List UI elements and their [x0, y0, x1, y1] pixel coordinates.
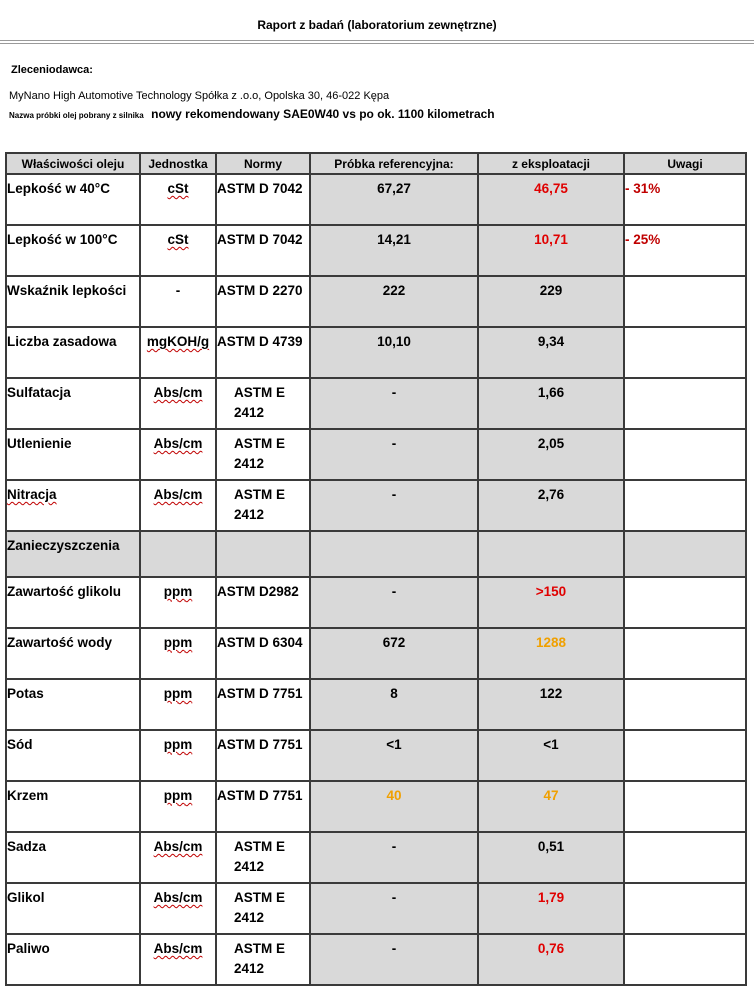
used-cell: 9,34: [478, 327, 624, 378]
property-cell: Liczba zasadowa: [6, 327, 140, 378]
norm-cell: ASTM E 2412: [216, 832, 310, 883]
norm-cell: ASTM D 6304: [216, 628, 310, 679]
property-cell: Lepkość w 40°C: [6, 174, 140, 225]
header-used: z eksploatacji: [478, 153, 624, 174]
property-cell: Zawartość glikolu: [6, 577, 140, 628]
norm-cell: ASTM E 2412: [216, 429, 310, 480]
reference-cell: -: [310, 832, 478, 883]
used-cell: 1,66: [478, 378, 624, 429]
table-row: [6, 174, 746, 225]
used-cell: 46,75: [478, 174, 624, 225]
reference-cell: 10,10: [310, 327, 478, 378]
reference-cell: <1: [310, 730, 478, 781]
unit-cell: mgKOH/g: [140, 327, 216, 378]
remark-cell: [624, 934, 746, 985]
header-remarks: Uwagi: [624, 153, 746, 174]
norm-cell: ASTM E 2412: [216, 934, 310, 985]
remark-cell: [624, 577, 746, 628]
unit-cell: ppm: [140, 577, 216, 628]
norm-cell: ASTM D2982: [216, 577, 310, 628]
used-cell: 1288: [478, 628, 624, 679]
report-title: Raport z badań (laboratorium zewnętrzne): [257, 18, 497, 32]
title-divider-top: [0, 40, 754, 41]
norm-cell: ASTM E 2412: [216, 883, 310, 934]
section-empty-cell: [216, 531, 310, 577]
reference-cell: -: [310, 934, 478, 985]
table-row: [6, 832, 746, 883]
reference-cell: 14,21: [310, 225, 478, 276]
property-cell: Sulfatacja: [6, 378, 140, 429]
reference-cell: 222: [310, 276, 478, 327]
remark-cell: [624, 378, 746, 429]
reference-cell: 67,27: [310, 174, 478, 225]
used-cell: 2,05: [478, 429, 624, 480]
sample-name-line: [9, 105, 495, 123]
norm-cell: ASTM D 7751: [216, 781, 310, 832]
header-reference: Próbka referencyjna:: [310, 153, 478, 174]
reference-cell: 672: [310, 628, 478, 679]
section-label: Zanieczyszczenia: [6, 531, 140, 577]
property-cell: Lepkość w 100°C: [6, 225, 140, 276]
table-row: [6, 577, 746, 628]
used-cell: 10,71: [478, 225, 624, 276]
reference-cell: -: [310, 577, 478, 628]
remark-cell: [624, 832, 746, 883]
table-row: [6, 480, 746, 531]
reference-cell: -: [310, 480, 478, 531]
remark-cell: [624, 781, 746, 832]
table-row: [6, 628, 746, 679]
section-empty-cell: [310, 531, 478, 577]
section-empty-cell: [140, 531, 216, 577]
unit-cell: cSt: [140, 225, 216, 276]
table-row: [6, 327, 746, 378]
remark-cell: [624, 276, 746, 327]
section-empty-cell: [624, 531, 746, 577]
table-row: [6, 934, 746, 985]
norm-cell: ASTM D 7751: [216, 730, 310, 781]
table-row: [6, 883, 746, 934]
used-cell: 122: [478, 679, 624, 730]
client-label: Zleceniodawca:: [11, 64, 93, 76]
sample-name-label: Nazwa próbki olej pobrany z silnika: [9, 111, 144, 120]
used-cell: >150: [478, 577, 624, 628]
results-table: [5, 152, 747, 986]
norm-cell: ASTM D 4739: [216, 327, 310, 378]
used-cell: 47: [478, 781, 624, 832]
reference-cell: 40: [310, 781, 478, 832]
property-cell: Zawartość wody: [6, 628, 140, 679]
remark-cell: - 25%: [624, 225, 746, 276]
unit-cell: Abs/cm: [140, 429, 216, 480]
remark-cell: [624, 730, 746, 781]
remark-cell: [624, 327, 746, 378]
reference-cell: -: [310, 429, 478, 480]
table-row: [6, 730, 746, 781]
norm-cell: ASTM D 7751: [216, 679, 310, 730]
header-unit: Jednostka: [140, 153, 216, 174]
unit-cell: Abs/cm: [140, 832, 216, 883]
table-row: [6, 781, 746, 832]
norm-cell: ASTM E 2412: [216, 480, 310, 531]
norm-cell: ASTM E 2412: [216, 378, 310, 429]
norm-cell: ASTM D 2270: [216, 276, 310, 327]
norm-cell: ASTM D 7042: [216, 174, 310, 225]
norm-cell: ASTM D 7042: [216, 225, 310, 276]
remark-cell: [624, 429, 746, 480]
property-cell: Sadza: [6, 832, 140, 883]
table-row: [6, 225, 746, 276]
used-cell: 229: [478, 276, 624, 327]
unit-cell: cSt: [140, 174, 216, 225]
title-divider-bottom: [0, 43, 754, 44]
section-row-contaminants: [6, 531, 746, 577]
property-cell: Wskaźnik lepkości: [6, 276, 140, 327]
table-row: [6, 679, 746, 730]
unit-cell: Abs/cm: [140, 480, 216, 531]
reference-cell: 8: [310, 679, 478, 730]
reference-cell: -: [310, 883, 478, 934]
unit-cell: ppm: [140, 781, 216, 832]
table-row: [6, 429, 746, 480]
unit-cell: Abs/cm: [140, 378, 216, 429]
property-cell: Potas: [6, 679, 140, 730]
remark-cell: - 31%: [624, 174, 746, 225]
unit-cell: ppm: [140, 679, 216, 730]
property-cell: Utlenienie: [6, 429, 140, 480]
unit-cell: Abs/cm: [140, 883, 216, 934]
remark-cell: [624, 480, 746, 531]
used-cell: 0,51: [478, 832, 624, 883]
header-norm: Normy: [216, 153, 310, 174]
table-header-row: [6, 153, 746, 174]
header-property: Właściwości oleju: [6, 153, 140, 174]
reference-cell: -: [310, 378, 478, 429]
property-cell: Nitracja: [6, 480, 140, 531]
used-cell: 1,79: [478, 883, 624, 934]
unit-cell: ppm: [140, 730, 216, 781]
table-row: [6, 276, 746, 327]
unit-cell: Abs/cm: [140, 934, 216, 985]
used-cell: 0,76: [478, 934, 624, 985]
client-address: MyNano High Automotive Technology Spółka z .o.o, Opolska 30, 46-022 Kępa: [9, 90, 390, 102]
remark-cell: [624, 628, 746, 679]
property-cell: Paliwo: [6, 934, 140, 985]
remark-cell: [624, 883, 746, 934]
used-cell: <1: [478, 730, 624, 781]
property-cell: Sód: [6, 730, 140, 781]
remark-cell: [624, 679, 746, 730]
property-cell: Krzem: [6, 781, 140, 832]
unit-cell: ppm: [140, 628, 216, 679]
used-cell: 2,76: [478, 480, 624, 531]
sample-name-value: nowy rekomendowany SAE0W40 vs po ok. 1100 kilometrach: [151, 107, 495, 121]
table-row: [6, 378, 746, 429]
section-empty-cell: [478, 531, 624, 577]
unit-cell: -: [140, 276, 216, 327]
property-cell: Glikol: [6, 883, 140, 934]
